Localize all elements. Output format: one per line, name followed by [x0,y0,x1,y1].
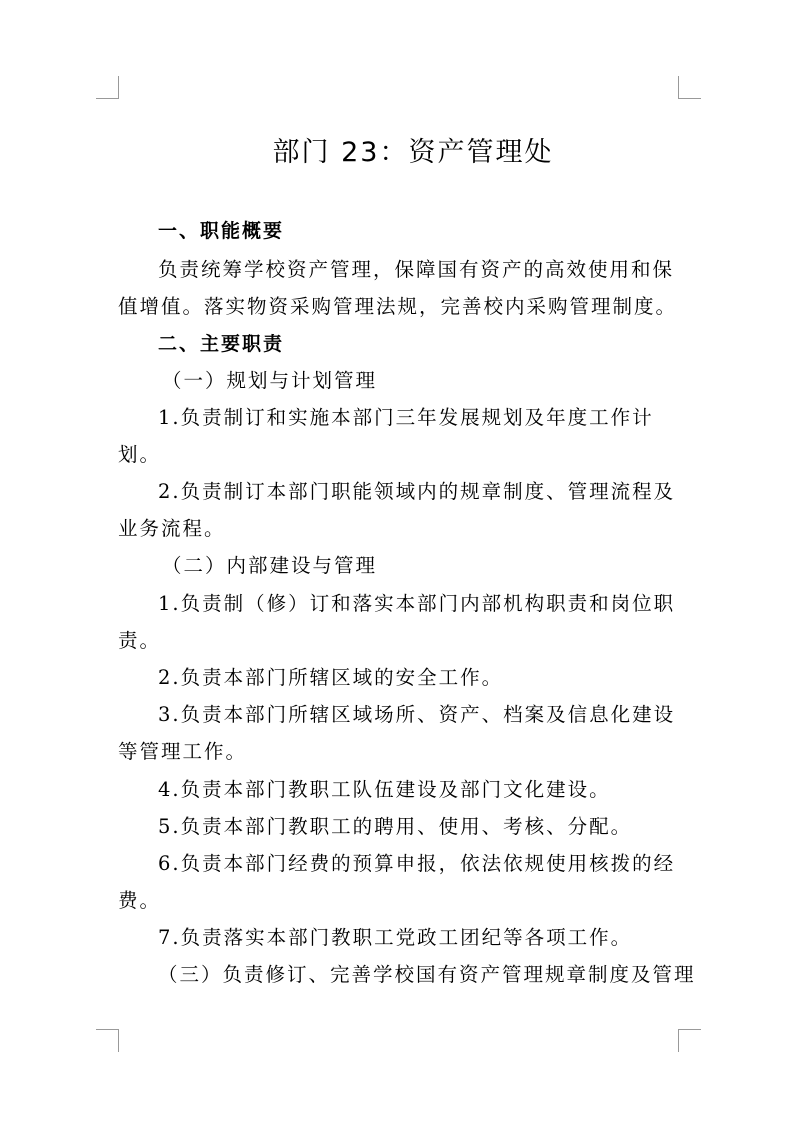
document-title: 部门 23：资产管理处 [272,137,554,168]
list-item-line: 业务流程。 [118,517,226,540]
list-item-line: 6.负责本部门经费的预算申报，依法依规使用核拨的经 [158,852,676,875]
section-heading-duties: 二、主要职责 [158,333,285,355]
list-item-line: 2.负责本部门所辖区域的安全工作。 [158,666,504,689]
list-item-line: 4.负责本部门教职工队伍建设及部门文化建设。 [158,778,611,801]
list-item-line: 费。 [118,889,162,912]
section-heading-overview: 一、职能概要 [158,220,285,242]
page-corner-mark-top-right [678,76,701,99]
page-corner-mark-bottom-right [678,1029,701,1052]
paragraph-line: 值增值。落实物资采购管理法规，完善校内采购管理制度。 [118,295,678,318]
list-item-line: 3.负责本部门所辖区域场所、资产、档案及信息化建设 [158,703,676,726]
list-item-line: 责。 [118,629,162,652]
list-item-line: 2.负责制订本部门职能领域内的规章制度、管理流程及 [158,480,676,503]
subsection-heading-internal: （二）内部建设与管理 [162,554,378,577]
list-item-line: 划。 [118,443,162,466]
page-corner-mark-bottom-left [96,1029,119,1052]
list-item-line: 等管理工作。 [118,740,248,763]
subsection-heading-planning: （一）规划与计划管理 [162,369,378,392]
list-item-line: 5.负责本部门教职工的聘用、使用、考核、分配。 [158,815,633,838]
list-item-line: 7.负责落实本部门教职工党政工团纪等各项工作。 [158,926,633,949]
paragraph-line: 负责统筹学校资产管理，保障国有资产的高效使用和保 [158,258,675,281]
list-item-line: 1.负责制（修）订和落实本部门内部机构职责和岗位职 [158,592,676,615]
list-item-line: 1.负责制订和实施本部门三年发展规划及年度工作计 [158,406,654,429]
page-corner-mark-top-left [96,76,119,99]
subsection-heading-assets: （三）负责修订、完善学校国有资产管理规章制度及管理 [158,963,696,986]
